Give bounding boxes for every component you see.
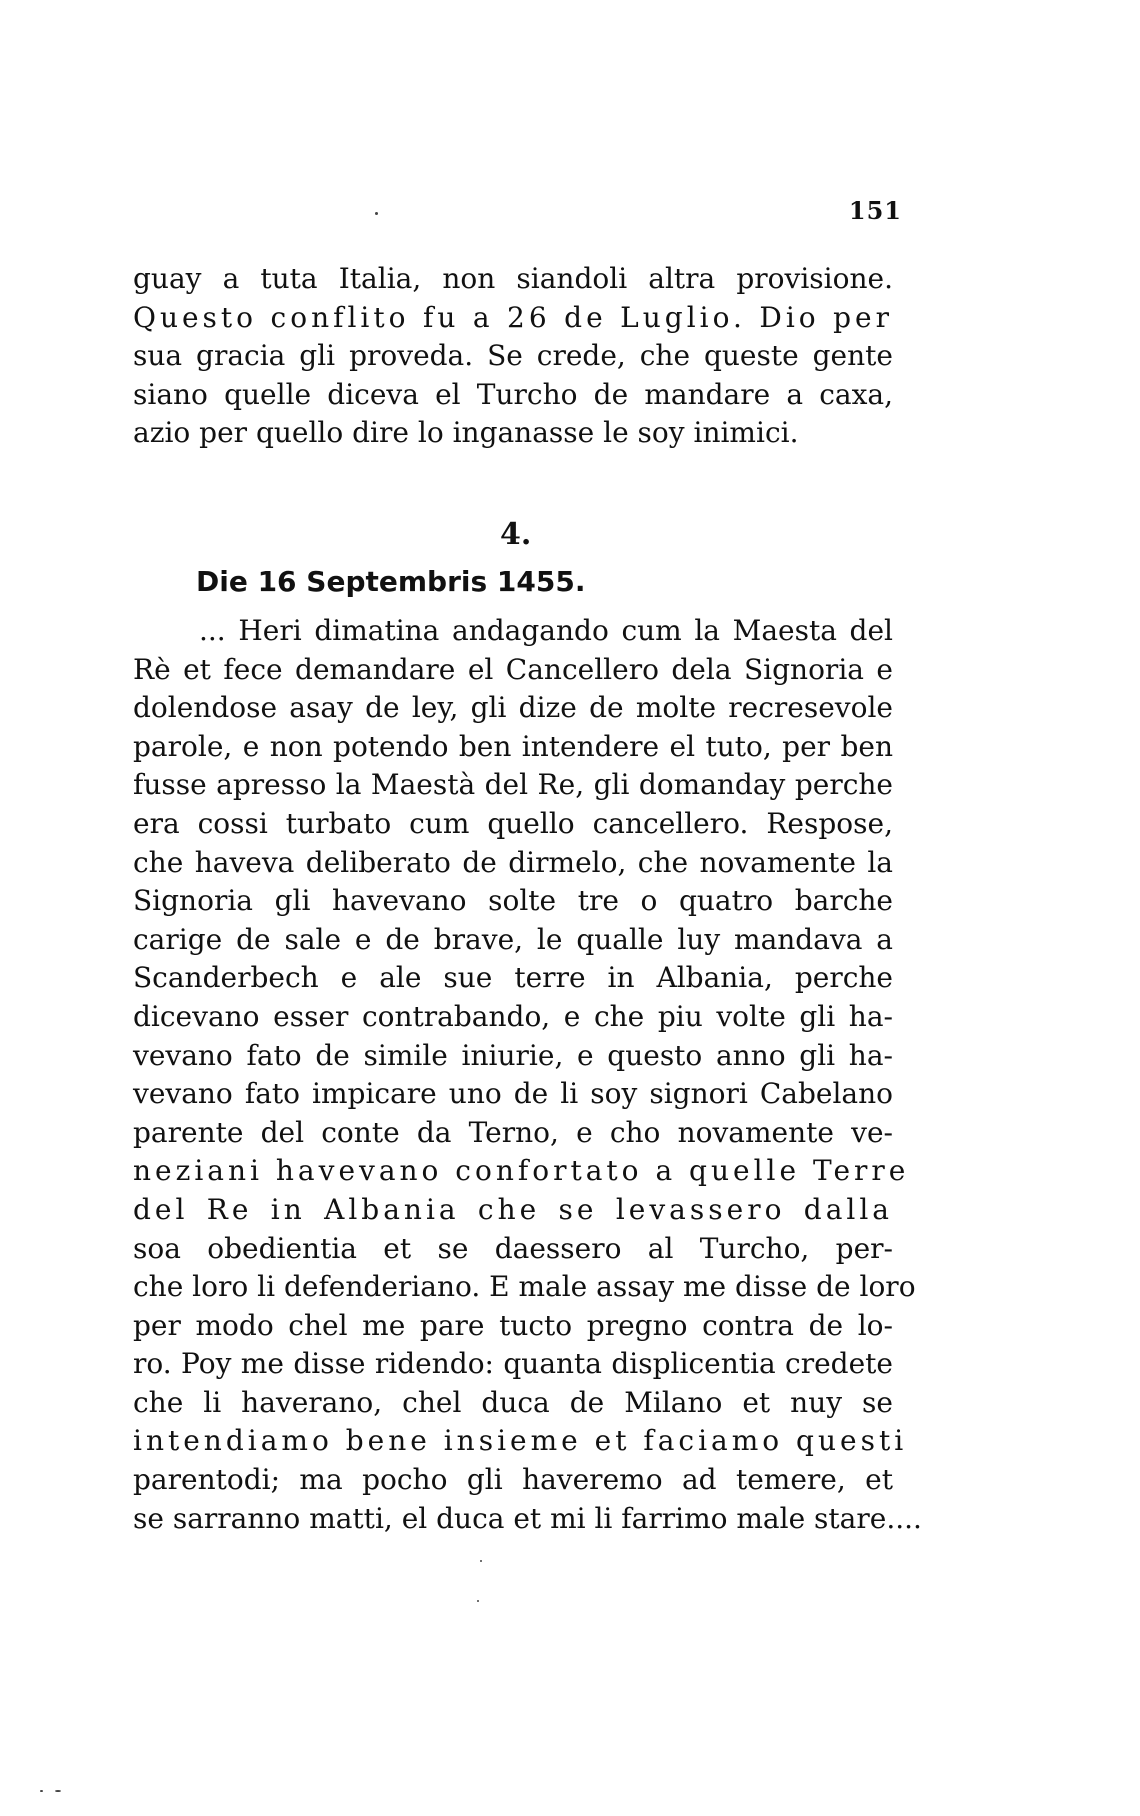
text-line: parentodi; ma pocho gli haveremo ad temere, et [133,1463,893,1497]
scan-speck [480,1560,482,1562]
text-line: dicevano esser contrabando, e che piu volte gli ha- [133,999,893,1033]
scan-speck [55,1790,61,1792]
text-line: Signoria gli havevano solte tre o quatro barche [133,884,893,918]
text-line: per modo chel me pare tucto pregno contra de lo- [133,1308,893,1342]
scan-speck [375,212,378,215]
text-line: fusse apresso la Maestà del Re, gli domanday perche [133,768,893,802]
page-number: 151 [848,196,902,225]
text-line: parole, e non potendo ben intendere el tuto, per ben [133,729,893,763]
text-line: carige de sale e de brave, le qualle luy mandava a [133,922,893,956]
top-paragraph [133,260,893,453]
scan-speck [477,1600,479,1602]
text-line: parente del conte da Terno, e cho novamente ve- [133,1115,893,1149]
text-line: vevano fato de simile iniurie, e questo anno gli ha- [133,1038,893,1072]
text-line: sua gracia gli proveda. Se crede, che queste gente [133,339,893,373]
text-line: vevano fato impicare uno de li soy signori Cabelano [133,1077,893,1111]
text-line: dolendose asay de ley, gli dize de molte recresevole [133,691,893,725]
text-line: siano quelle diceva el Turcho de mandare a caxa, [133,377,893,411]
text-line: Questo conflito fu a 26 de Luglio. Dio per [133,300,893,334]
text-line: Rè et fece demandare el Cancellero dela Signoria e [133,652,893,686]
text-line: del Re in Albania che se levassero dalla [133,1192,893,1226]
text-line: azio per quello dire lo inganasse le soy inimici. [133,416,799,450]
text-line: era cossi turbato cum quello cancellero. Respose, [133,806,893,840]
text-line: che haveva deliberato de dirmelo, che novamente la [133,845,893,879]
text-line: ro. Poy me disse ridendo: quanta displicentia credete [133,1347,893,1381]
text-line: guay a tuta Italia, non siandoli altra provisione. [133,262,893,295]
text-line: se sarranno matti, el duca et mi li farrimo male stare.... [133,1501,922,1535]
text-line: che loro li defenderiano. E male assay me disse de loro [133,1270,916,1304]
date-heading: Die 16 Septembris 1455. [196,565,586,598]
scan-speck [40,1790,43,1792]
text-line: ... Heri dimatina andagando cum la Maesta del [199,614,893,647]
text-line: intendiamo bene insieme et faciamo questi [133,1424,908,1458]
text-line: soa obedientia et se daessero al Turcho, per- [133,1231,893,1265]
text-line: che li haverano, chel duca de Milano et nuy se [133,1385,893,1419]
body-paragraph [133,612,922,1538]
text-line: neziani havevano confortato a quelle Terre [133,1154,910,1188]
text-line: Scanderbech e ale sue terre in Albania, perche [133,961,893,995]
section-number: 4. [500,517,532,552]
